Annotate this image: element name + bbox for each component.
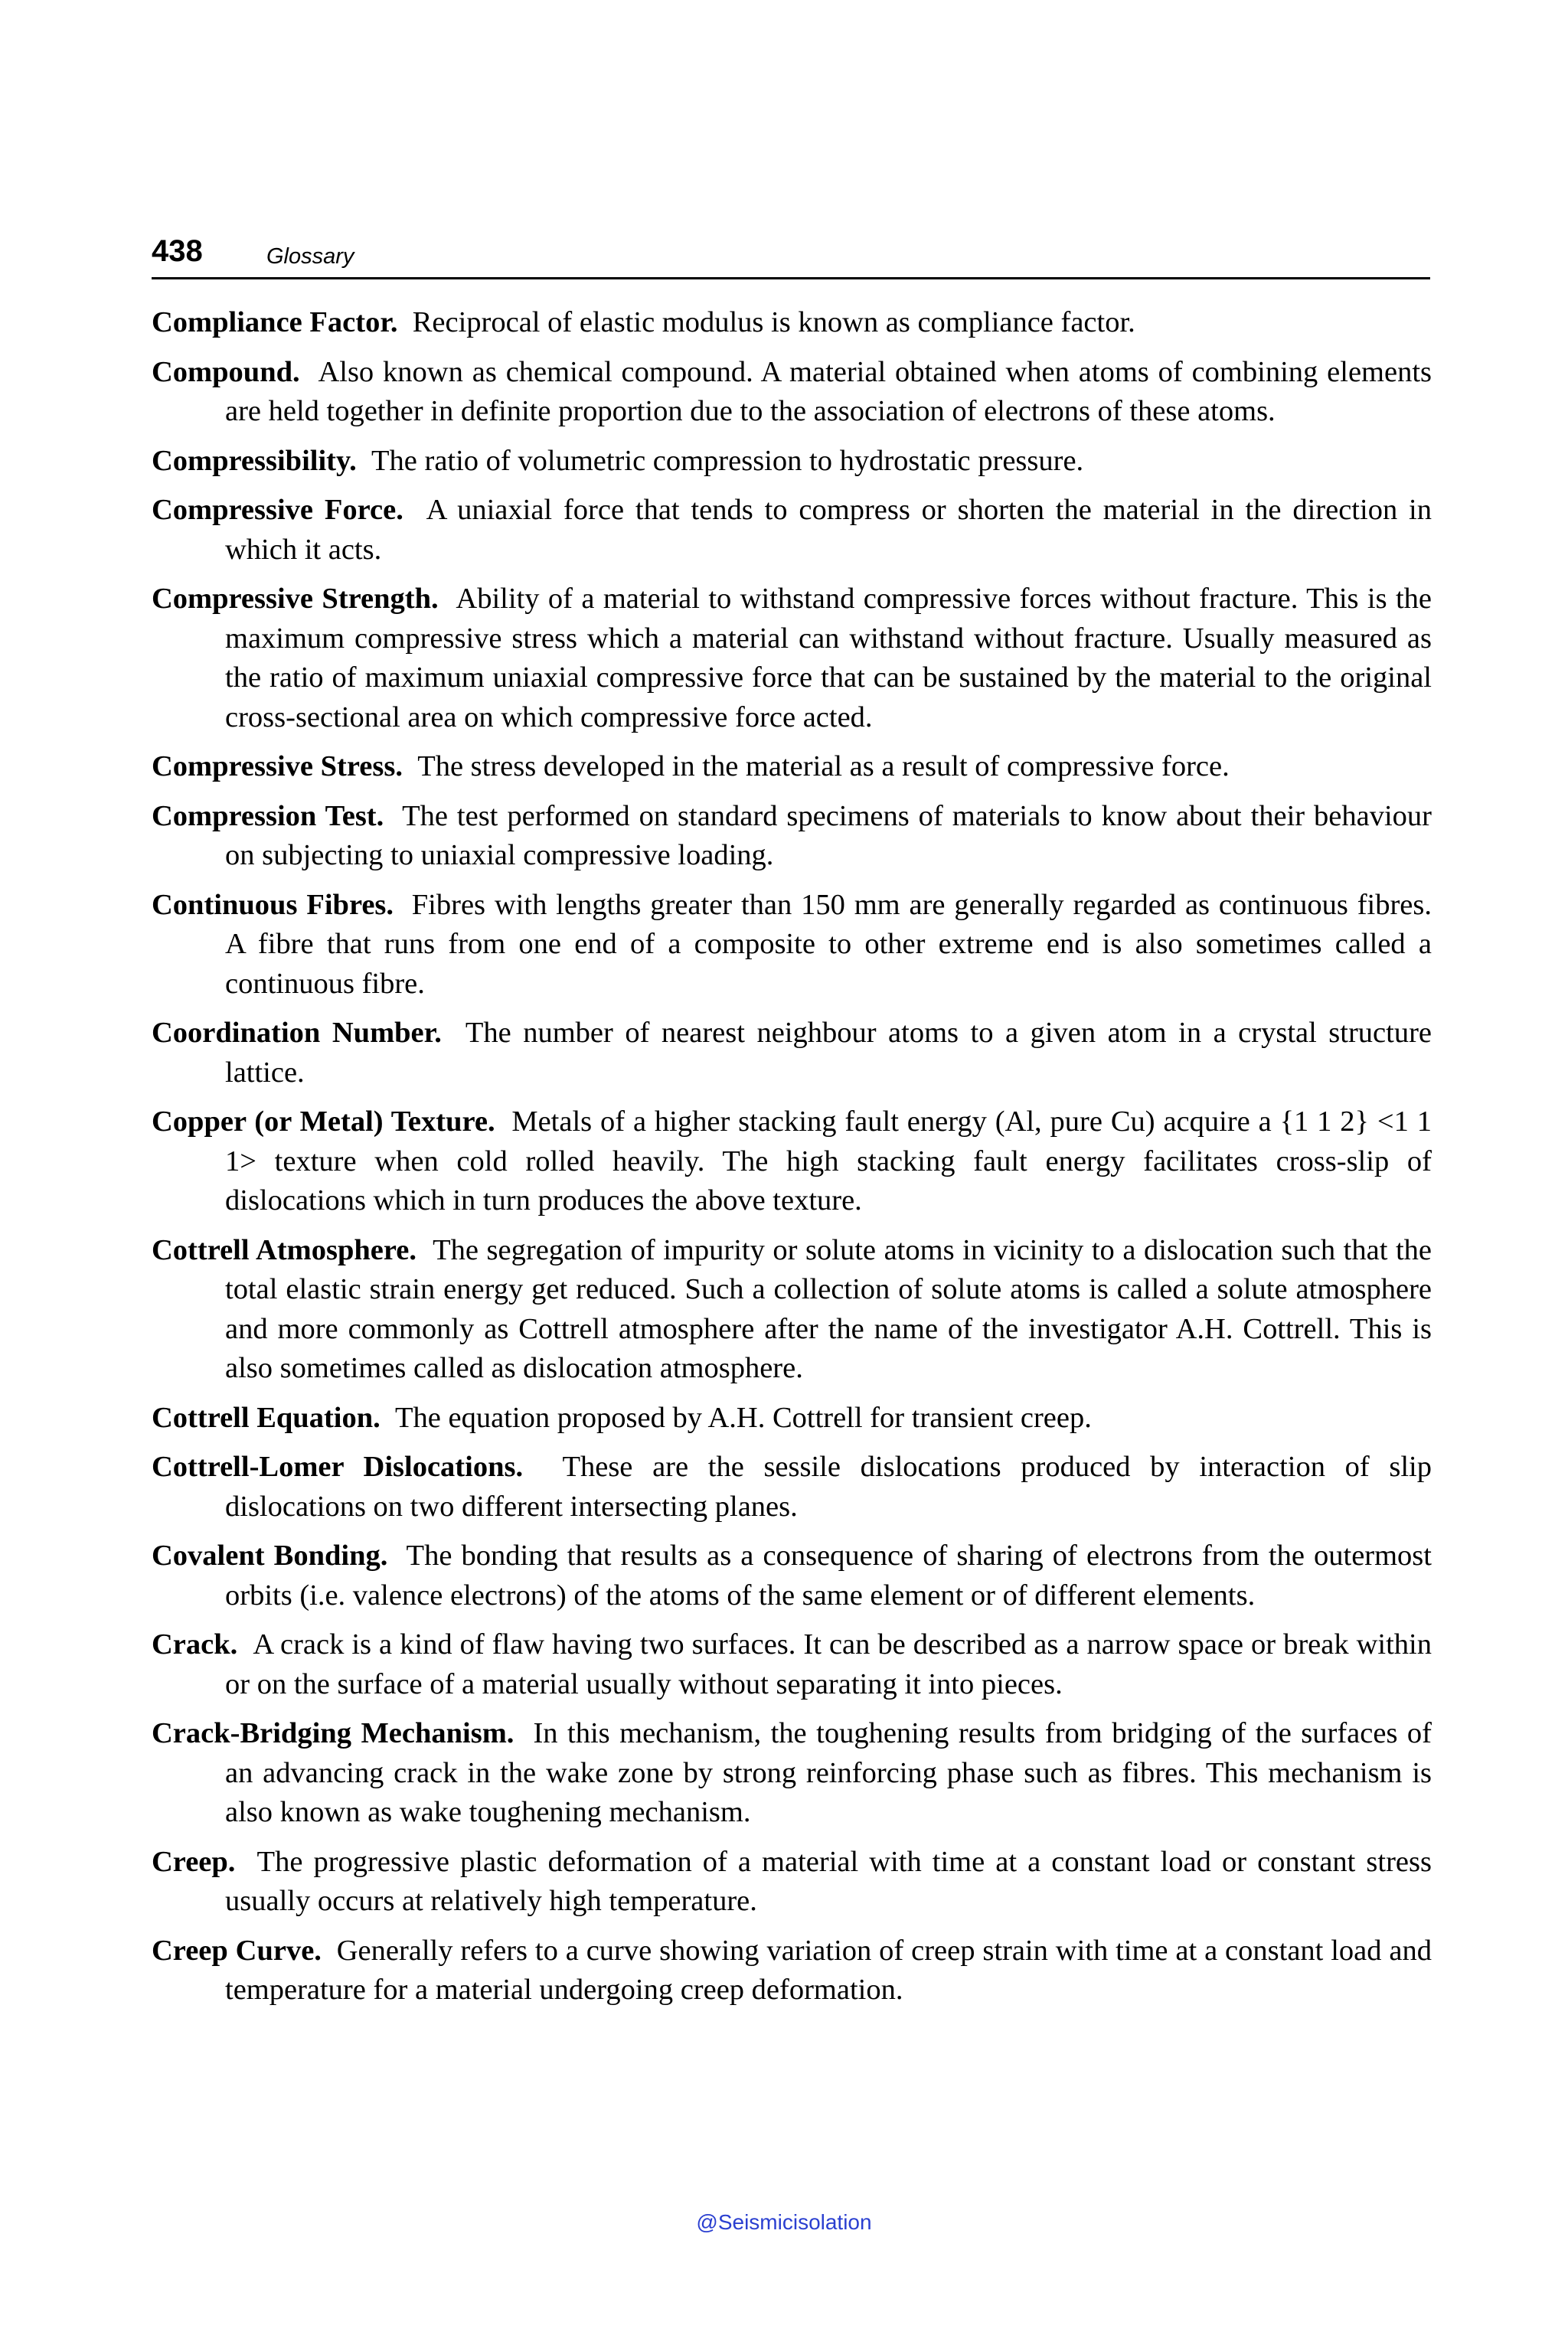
glossary-entry <box>152 1843 1432 1922</box>
glossary-entry <box>152 1014 1432 1092</box>
glossary-definition: Reciprocal of elastic modulus is known as compliance factor. <box>412 306 1135 338</box>
glossary-term: Creep. <box>152 1845 236 1878</box>
glossary-definition: The stress developed in the material as a result of compressive force. <box>417 750 1230 782</box>
glossary-entry <box>152 303 1432 343</box>
glossary-definition: The equation proposed by A.H. Cottrell for transient creep. <box>395 1401 1092 1434</box>
glossary-definition: Metals of a higher stacking fault energy (Al, pure Cu) acquire a {1 1 2} <1 1 1> texture when cold rolled heavily. The high stacking fault energy facilitates cross-slip of dislocations which in turn produces the above texture. <box>225 1105 1432 1216</box>
glossary-entry <box>152 747 1432 787</box>
glossary-definition: Fibres with lengths greater than 150 mm are generally regarded as continuous fibres. A fibre that runs from one end of a composite to other extreme end is also sometimes called a continuous fibre. <box>225 888 1432 1000</box>
glossary-entry <box>152 1102 1432 1221</box>
page-number: 438 <box>152 234 203 268</box>
glossary-definition: The bonding that results as a consequence of sharing of electrons from the outermost orbits (i.e. valence electrons) of the atoms of the same element or of different elements. <box>225 1540 1432 1612</box>
glossary-entry <box>152 797 1432 876</box>
glossary-list <box>152 303 1432 2020</box>
glossary-term: Compound. <box>152 355 300 388</box>
glossary-definition: A uniaxial force that tends to compress or shorten the material in the direction in which it acts. <box>225 494 1432 566</box>
glossary-entry <box>152 886 1432 1004</box>
glossary-term: Copper (or Metal) Texture. <box>152 1105 495 1138</box>
glossary-entry <box>152 1399 1432 1439</box>
glossary-definition: Generally refers to a curve showing variation of creep strain with time at a constant load and temperature for a material undergoing creep deformation. <box>225 1934 1432 2006</box>
glossary-term: Crack. <box>152 1628 238 1661</box>
glossary-entry <box>152 1932 1432 2010</box>
glossary-entry <box>152 1714 1432 1833</box>
glossary-term: Compression Test. <box>152 799 384 832</box>
glossary-term: Compressive Strength. <box>152 583 439 615</box>
glossary-definition: The ratio of volumetric compression to hydrostatic pressure. <box>371 444 1084 477</box>
glossary-term: Creep Curve. <box>152 1934 322 1967</box>
glossary-definition: In this mechanism, the toughening results from bridging of the surfaces of an advancing crack in the wake zone by strong reinforcing phase such as fibres. This mechanism is also known as wake toughening mechanism. <box>225 1717 1432 1828</box>
glossary-definition: The progressive plastic deformation of a material with time at a constant load or constant stress usually occurs at relatively high temperature. <box>225 1845 1432 1917</box>
glossary-definition: These are the sessile dislocations produced by interaction of slip dislocations on two different intersecting planes. <box>225 1451 1432 1523</box>
glossary-term: Coordination Number. <box>152 1017 442 1049</box>
running-head: Glossary <box>266 244 354 269</box>
watermark: @Seismicisolation <box>696 2210 872 2234</box>
glossary-definition: The test performed on standard specimens of materials to know about their behaviour on subjecting to uniaxial compressive loading. <box>225 799 1432 871</box>
glossary-term: Covalent Bonding. <box>152 1540 388 1572</box>
glossary-term: Compliance Factor. <box>152 306 398 338</box>
page-header <box>152 227 1430 279</box>
glossary-definition: The segregation of impurity or solute atoms in vicinity to a dislocation such that the total elastic strain energy get reduced. Such a collection of solute atoms is called a solute atmosphere and more commonly as Cottrell atmosphere after the name of the investigator A.H. Cottrell. This is also sometimes called as dislocation atmosphere. <box>225 1233 1432 1384</box>
glossary-term: Crack-Bridging Mechanism. <box>152 1717 514 1749</box>
glossary-entry <box>152 442 1432 482</box>
glossary-term: Compressive Force. <box>152 494 403 526</box>
glossary-term: Continuous Fibres. <box>152 888 394 921</box>
glossary-definition: The number of nearest neighbour atoms to a given atom in a crystal structure lattice. <box>225 1017 1432 1089</box>
glossary-definition: A crack is a kind of flaw having two surfaces. It can be described as a narrow space or break within or on the surface of a material usually without separating it into pieces. <box>225 1628 1432 1700</box>
glossary-entry <box>152 353 1432 432</box>
glossary-entry <box>152 580 1432 737</box>
glossary-entry <box>152 1537 1432 1615</box>
glossary-term: Cottrell Atmosphere. <box>152 1233 416 1266</box>
glossary-definition: Also known as chemical compound. A material obtained when atoms of combining elements are held together in definite proportion due to the association of electrons of these atoms. <box>225 355 1432 427</box>
glossary-entry <box>152 1625 1432 1704</box>
glossary-definition: Ability of a material to withstand compressive forces without fracture. This is the maximum compressive stress which a material can withstand without fracture. Usually measured as the ratio of maximum uniaxial compressive force that can be sustained by the material to the original cross-sectional area on which compressive force acted. <box>225 583 1432 733</box>
glossary-term: Compressive Stress. <box>152 750 403 782</box>
glossary-term: Cottrell-Lomer Dislocations. <box>152 1451 524 1483</box>
glossary-term: Cottrell Equation. <box>152 1401 381 1434</box>
glossary-entry <box>152 1231 1432 1389</box>
glossary-entry <box>152 1448 1432 1527</box>
glossary-entry <box>152 491 1432 570</box>
glossary-term: Compressibility. <box>152 444 357 477</box>
